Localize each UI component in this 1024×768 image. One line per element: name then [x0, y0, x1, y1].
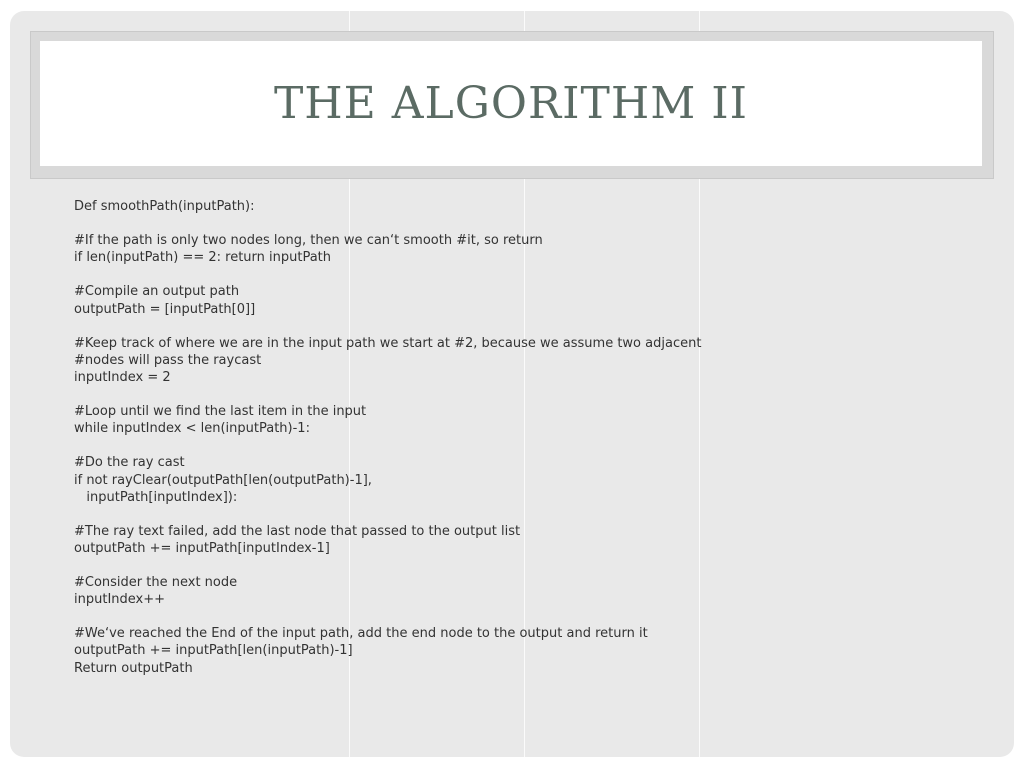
slide	[10, 11, 1014, 757]
code-line	[74, 386, 974, 403]
code-line: inputPath[inputIndex]):	[74, 489, 238, 505]
code-line: #We‘ve reached the End of the input path, add the end node to the output and return it	[74, 626, 648, 642]
code-line	[74, 608, 974, 625]
code-line: inputIndex++	[74, 592, 166, 608]
code-line: #Do the ray cast	[74, 455, 185, 471]
code-line: inputIndex = 2	[74, 369, 171, 385]
code-line: #Consider the next node	[74, 575, 238, 591]
code-line: Def smoothPath(inputPath):	[74, 199, 255, 214]
code-line: #Compile an output path	[74, 284, 240, 300]
code-line: if len(inputPath) == 2: return inputPath	[74, 250, 332, 266]
title-frame	[30, 31, 994, 179]
code-line	[74, 557, 974, 574]
title-box	[40, 41, 982, 166]
code-line	[74, 506, 974, 523]
code-line: if not rayClear(outputPath[len(outputPath)-1],	[74, 472, 372, 488]
code-line: outputPath += inputPath[inputIndex-1]	[74, 540, 330, 556]
code-line	[74, 318, 974, 335]
code-line	[74, 215, 974, 232]
code-line: #Loop until we find the last item in the input	[74, 404, 367, 420]
code-line	[74, 437, 974, 454]
code-line: outputPath = [inputPath[0]]	[74, 301, 256, 317]
code-line: outputPath += inputPath[len(inputPath)-1]	[74, 643, 353, 659]
code-line: #Keep track of where we are in the input path we start at #2, because we assume two adjacent	[74, 335, 702, 351]
code-line: Return outputPath	[74, 660, 193, 676]
code-line: #If the path is only two nodes long, then we can‘t smooth #it, so return	[74, 233, 543, 249]
code-line	[74, 266, 974, 283]
code-block	[74, 198, 974, 677]
code-line: #The ray text failed, add the last node that passed to the output list	[74, 523, 521, 539]
code-line: while inputIndex < len(inputPath)-1:	[74, 421, 310, 437]
slide-title: THE ALGORITHM II	[273, 78, 749, 129]
code-line: #nodes will pass the raycast	[74, 352, 262, 368]
